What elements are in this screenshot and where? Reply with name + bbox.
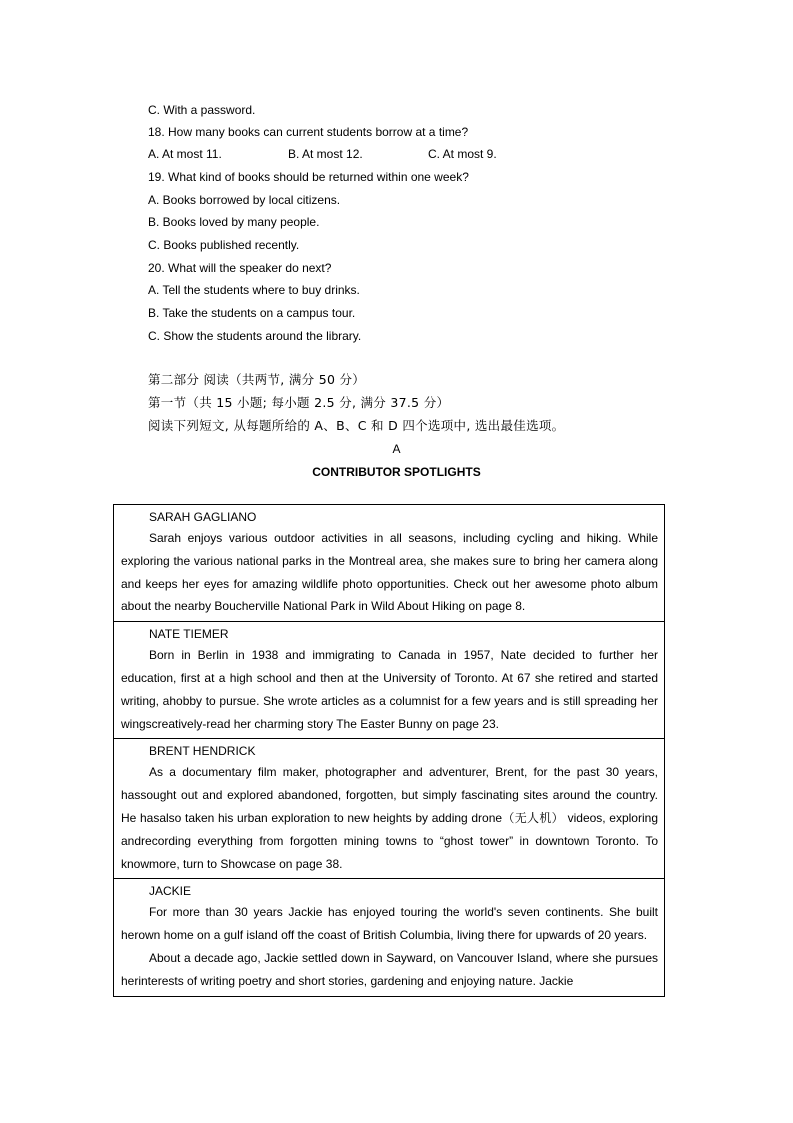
contributor-bio-continued: About a decade ago, Jackie settled down in Sayward, on Vancouver Island, where she pursues herinterests of writing poetry and short stories, gardening and enjoying nature. Jackie — [121, 950, 658, 988]
contributor-row — [114, 879, 665, 996]
contributor-bio: As a documentary film maker, photographer and adventurer, Brent, for the past 30 years, hassought out and explored abandoned, forgotten, but simply fascinating sites around the country. He hasalso taken his urban exploration to new heights by adding drone（无人机） videos, exploring andrecording everything from forgotten mining towns to “ghost tower” in downtown Toronto. To knowmore, turn to Showcase on page 38. — [121, 765, 658, 871]
question-20-option-b: B. Take the students on a campus tour. — [148, 306, 356, 320]
contributor-cell — [114, 879, 665, 996]
question-18-option-c: C. At most 9. — [428, 147, 497, 161]
contributor-name: SARAH GAGLIANO — [149, 510, 257, 524]
contributor-row — [114, 622, 665, 739]
contributor-bio: Sarah enjoys various outdoor activities in all seasons, including cycling and hiking. While exploring the various national parks in the Montreal area, she makes sure to bring her camera along and keeps her eyes for amazing wildlife photo opportunities. Check out her awesome photo album about the nearby Boucherville National Park in Wild About Hiking on page 8. — [121, 531, 658, 614]
question-19-stem: 19. What kind of books should be returned within one week? — [148, 170, 469, 184]
question-20-stem: 20. What will the speaker do next? — [148, 261, 332, 275]
contributor-row — [114, 739, 665, 879]
question-20-option-c: C. Show the students around the library. — [148, 329, 362, 343]
contributor-cell — [114, 739, 665, 879]
question-18-stem: 18. How many books can current students borrow at a time? — [148, 125, 469, 139]
part-title: 第二部分 阅读（共两节, 满分 50 分） — [148, 372, 366, 387]
contributor-cell — [114, 622, 665, 739]
question-20-option-a: A. Tell the students where to buy drinks. — [148, 283, 360, 297]
question-18-option-b: B. At most 12. — [288, 147, 363, 161]
contributor-name: NATE TIEMER — [149, 627, 229, 642]
passage-letter: A — [392, 442, 401, 456]
contributor-bio: For more than 30 years Jackie has enjoyed touring the world's seven continents. She built herown home on a gulf island off the coast of British Columbia, living there for upwards of 20 years. — [121, 905, 658, 943]
contributor-name: BRENT HENDRICK — [149, 744, 256, 759]
passage-title: CONTRIBUTOR SPOTLIGHTS — [312, 465, 481, 479]
contributor-cell — [114, 505, 665, 622]
question-18-option-a: A. At most 11. — [148, 147, 222, 161]
instructions: 阅读下列短文, 从每题所给的 A、B、C 和 D 四个选项中, 选出最佳选项。 — [148, 418, 565, 433]
contributor-table — [113, 504, 665, 997]
contributor-bio: Born in Berlin in 1938 and immigrating to Canada in 1957, Nate decided to further her education, first at a high school and then at the University of Toronto. At 67 she retired and started writing, ahobby to pursue. She wrote articles as a columnist for a few years and is still spreading her wingscreatively-read her charming story The Easter Bunny on page 23. — [121, 648, 658, 731]
question-17-option-c: C. With a password. — [148, 103, 256, 117]
contributor-row — [114, 505, 665, 622]
subsection-title: 第一节（共 15 小题; 每小题 2.5 分, 满分 37.5 分） — [148, 395, 450, 410]
question-19-option-c: C. Books published recently. — [148, 238, 300, 252]
contributor-name: JACKIE — [149, 884, 192, 899]
question-19-option-a: A. Books borrowed by local citizens. — [148, 193, 341, 207]
question-19-option-b: B. Books loved by many people. — [148, 215, 320, 229]
question-18-options — [148, 146, 548, 162]
